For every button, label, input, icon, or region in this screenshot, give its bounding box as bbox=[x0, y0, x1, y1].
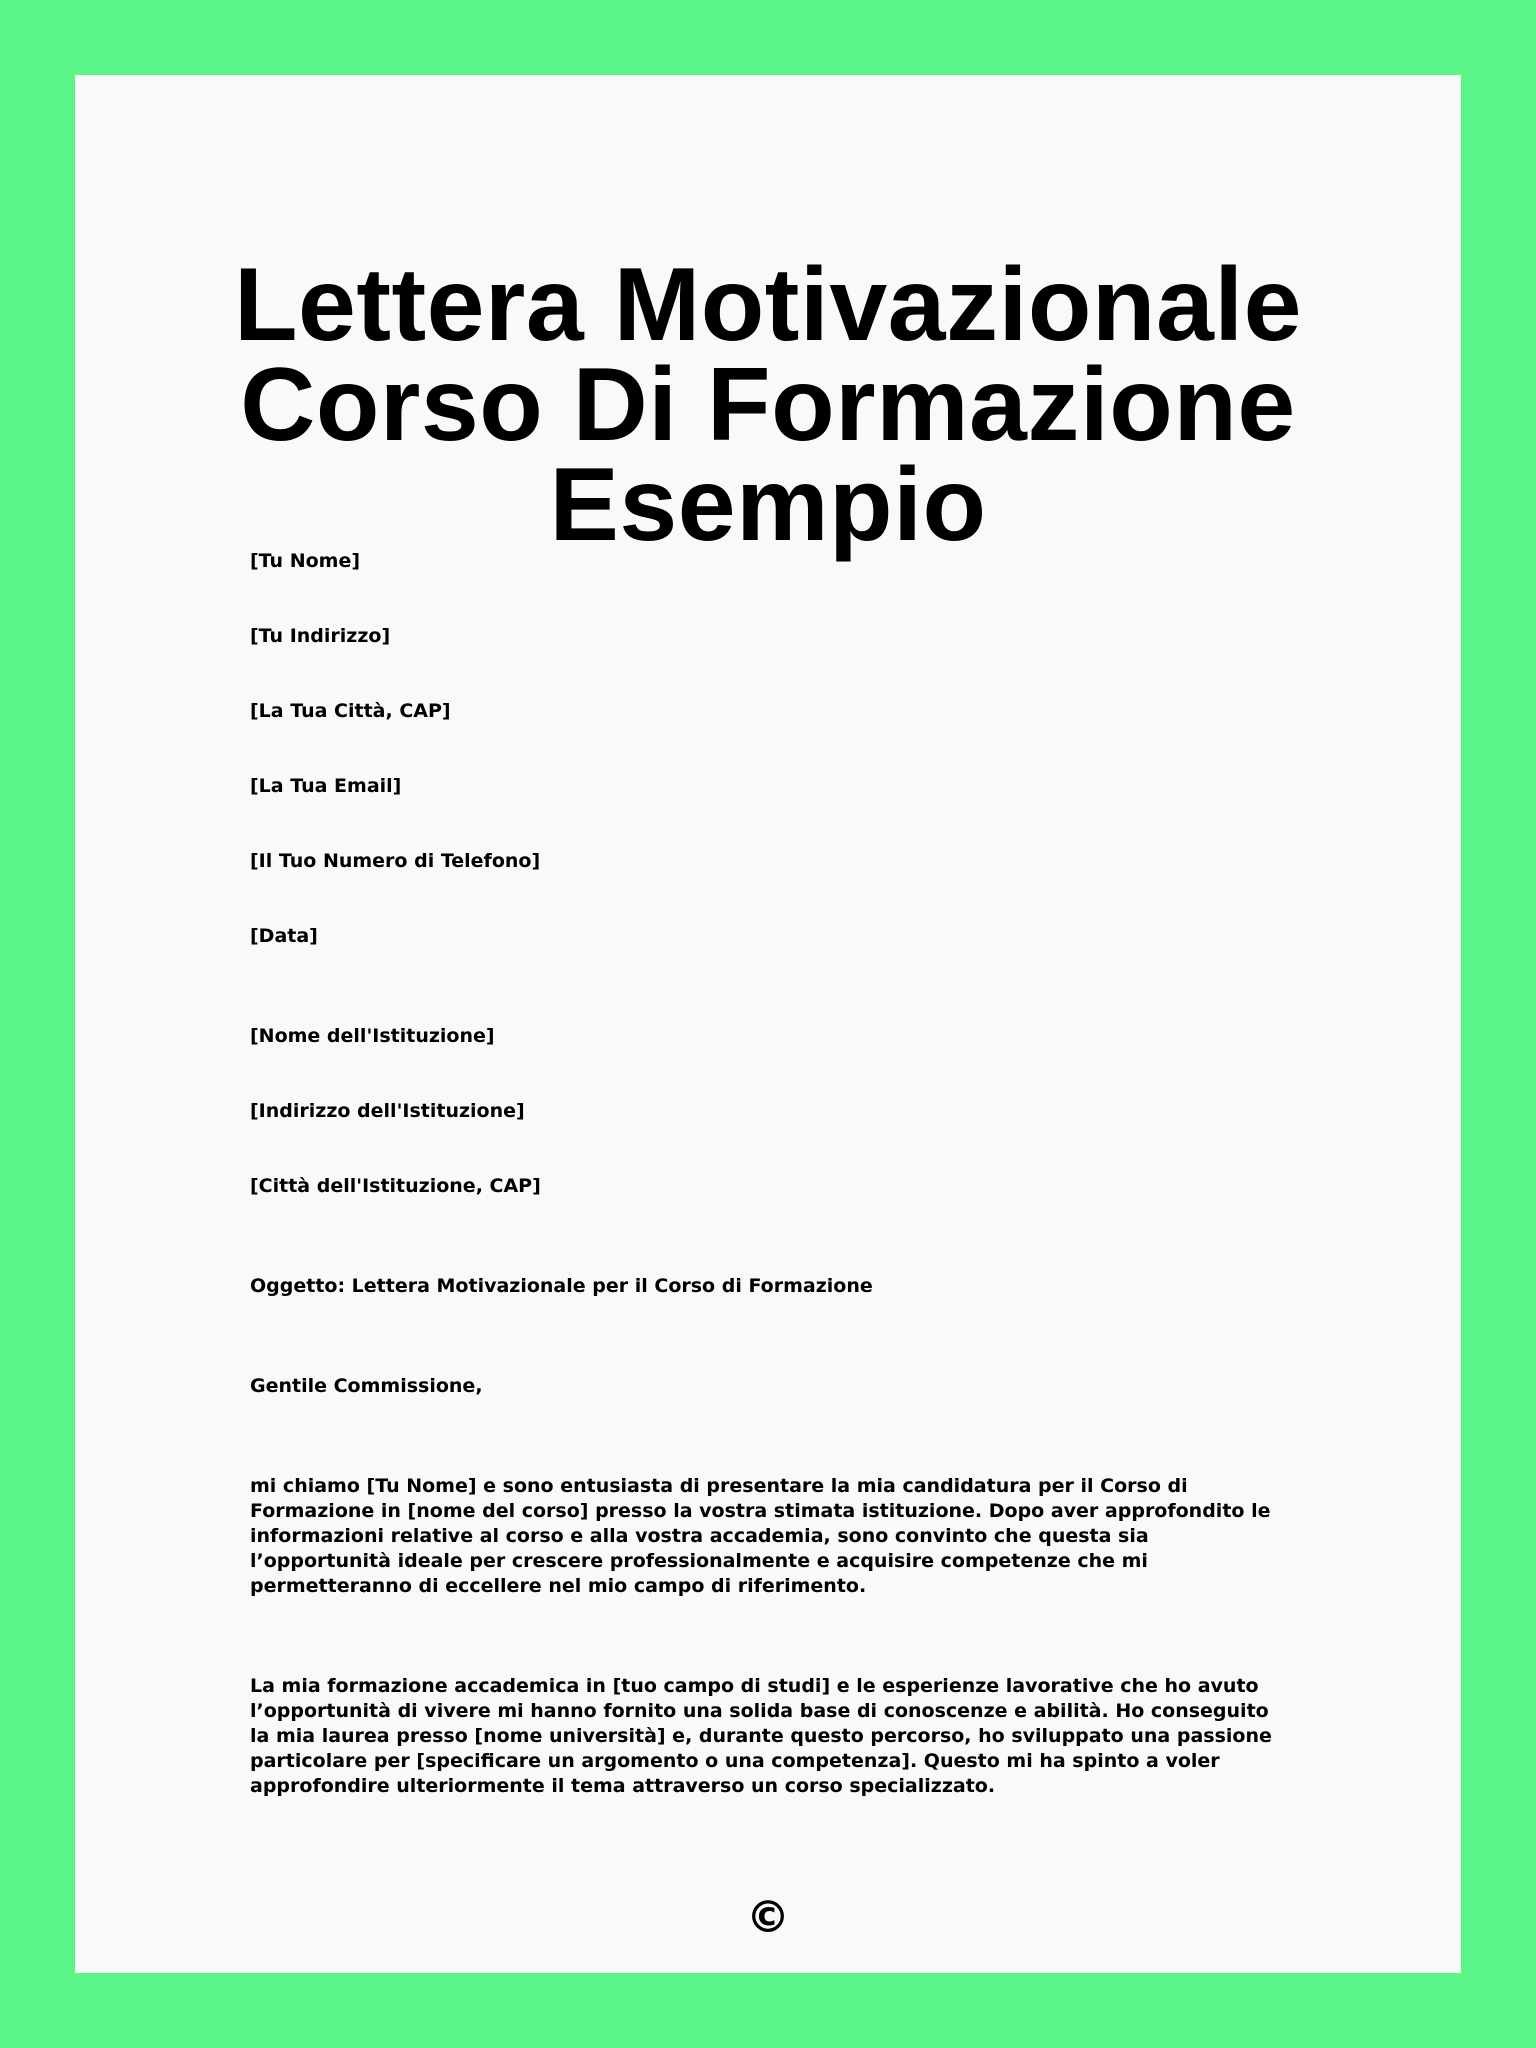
sender-phone: [Il Tuo Numero di Telefono] bbox=[250, 850, 541, 872]
copyright-icon: © bbox=[746, 1892, 790, 1943]
sender-address: [Tu Indirizzo] bbox=[250, 625, 391, 647]
recipient-city: [Città dell'Istituzione, CAP] bbox=[250, 1175, 541, 1197]
body-paragraph: La mia formazione accademica in [tuo campo di studi] e le esperienze lavorative che ho avuto l’opportunità di vivere mi hanno fornito una solida base di conoscenze e abilità. Ho conseguito la mia laurea presso [nome università] e, durante questo percorso, ho sviluppato una passione particolare per [specificare un argomento o una competenza]. Questo mi ha spinto a voler approfondire ulteriormente il tema attraverso un corso specializzato. bbox=[250, 1675, 1272, 1797]
letter-salutation: Gentile Commissione, bbox=[250, 1375, 483, 1397]
recipient-name: [Nome dell'Istituzione] bbox=[250, 1025, 495, 1047]
sender-name: [Tu Nome] bbox=[250, 550, 361, 572]
letter-subject: Oggetto: Lettera Motivazionale per il Corso di Formazione bbox=[250, 1275, 873, 1297]
sender-email: [La Tua Email] bbox=[250, 775, 402, 797]
sender-city: [La Tua Città, CAP] bbox=[250, 700, 451, 722]
recipient-address: [Indirizzo dell'Istituzione] bbox=[250, 1100, 525, 1122]
letter-date: [Data] bbox=[250, 925, 318, 947]
document-page bbox=[75, 75, 1461, 1973]
body-paragraph: mi chiamo [Tu Nome] e sono entusiasta di presentare la mia candidatura per il Corso di Formazione in [nome del corso] presso la vostra stimata istituzione. Dopo aver approfondito le informazioni relative al corso e alla vostra accademia, sono convinto che questa sia l’opportunità ideale per crescere professionalmente e acquisire competenze che mi permetteranno di eccellere nel mio campo di riferimento. bbox=[250, 1475, 1271, 1597]
document-title: Lettera Motivazionale Corso Di Formazione Esempio bbox=[233, 247, 1303, 563]
